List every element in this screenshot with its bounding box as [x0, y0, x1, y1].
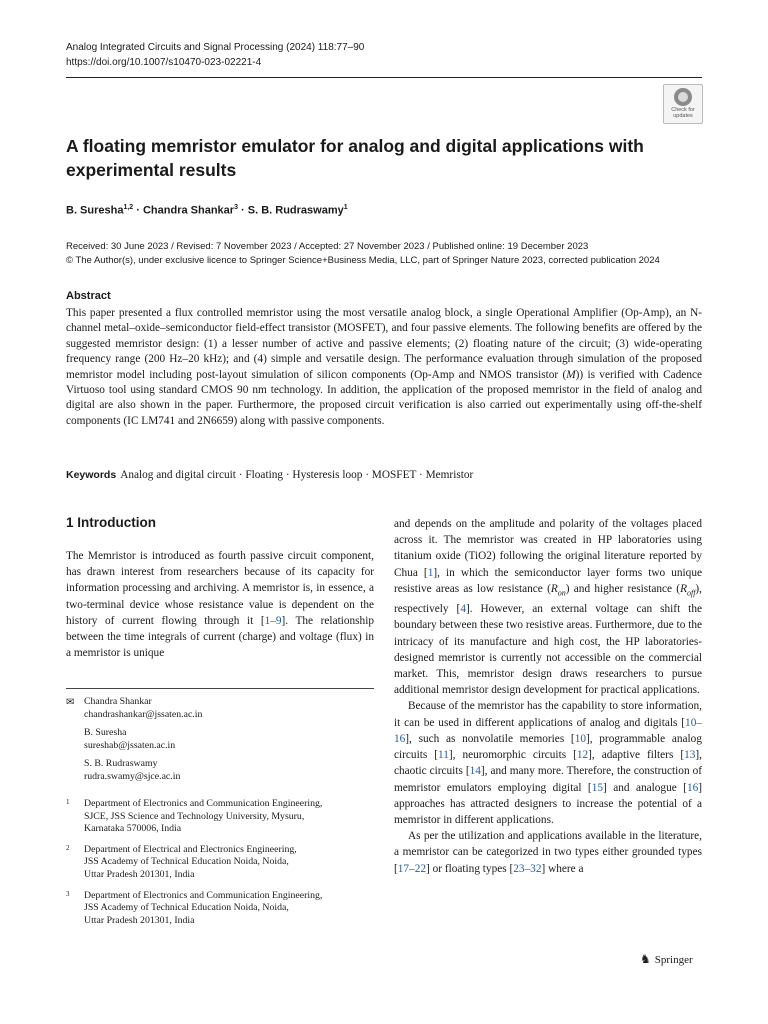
author-separator: · [133, 204, 143, 217]
author-separator: · [237, 204, 248, 217]
badge-line-1: Check for [671, 107, 695, 113]
publication-history [66, 240, 660, 268]
affiliation-entry: 3 Department of Electronics and Communication Engineering, JSS Academy of Technical Education Noida, Noida, Uttar Pradesh 201301, India [66, 889, 323, 926]
copyright-line: © The Author(s), under exclusive licence to Springer Science+Business Media, LLC, part of Springer Nature 2023, corrected publication 2024 [66, 255, 660, 266]
paragraph: and depends on the amplitude and polarity of the voltages placed across it. The memristor was created in HP laboratories using titanium oxide (TiO2) following the original literature reported by Chua [1], in which the semiconductor layer forms two unique resistive areas as low resistance $(R_{on})$ and higher resistance $(R_{off})$, respectively [4]. However, an external voltage can shift the boundary between these two resistive areas. Furthermore, due to the intricacy of its manufacture and high cost, the HP laboratories-designed memristor is currently not accessible on the commercial market. This, memristor design draws researchers to pursue additional memristor design development for practical applications. [394, 518, 703, 697]
contact-email[interactable]: rudra.swamy@sjce.ac.in [84, 771, 181, 782]
author-name: B. Suresha [66, 204, 124, 217]
publisher-logo [640, 952, 693, 967]
envelope-icon: ✉ [66, 697, 75, 708]
citation-link[interactable]: 12 [576, 749, 589, 762]
keywords-line [66, 469, 473, 481]
author-name: S. B. Rudraswamy [247, 204, 344, 217]
citation-link[interactable]: 23–32 [513, 862, 542, 875]
journal-header [66, 40, 364, 70]
affiliations [66, 798, 374, 935]
abstract-body: This paper presented a flux controlled memristor using the most versatile analog block, a single Operational Amplifier (Op-Amp), an N-channel metal–oxide–semiconductor field-effect transistor (MOSFET), and four passive elements. The following benefits are offered by the suggested memristor design: (1) a lesser number of active and passive elements; (2) floating nature of the circuit; (3) wide-operating frequency range (200 Hz–20 kHz); and (4) simple and versatile design. The performance evaluation through simulation of the proposed memristor model including post-layout simulation of silicon components (Op-Amp and NMOS transistor (M)) is verified with Cadence Virtuoso tool using standard CMOS 90 nm technology. In addition, the application of the proposed memristor in the field of analog and digital are also shown in the paper. Furthermore, the proposed circuit verification is also carried out experimentally using off-the-shelf components (IC LM741 and 2N6659) along with passive components. [66, 307, 702, 427]
check-for-updates-badge[interactable] [663, 84, 703, 124]
paragraph: As per the utilization and applications available in the literature, a memristor can be categorized in two types either grounded types [17–22] or floating types [23–32] where a [394, 830, 702, 875]
history-dates: Received: 30 June 2023 / Revised: 7 November 2023 / Accepted: 27 November 2023 / Published online: 19 December 2023 [66, 241, 589, 252]
citation-link[interactable]: 14 [469, 765, 481, 778]
citation-link[interactable]: 10–16 [394, 716, 702, 745]
author-affiliation: 1 [343, 204, 348, 211]
citation-link[interactable]: 10 [574, 732, 586, 745]
author-affiliation: 1,2 [123, 204, 134, 211]
citation-link[interactable]: 17–22 [397, 862, 427, 875]
citation-link[interactable]: 4 [460, 603, 466, 616]
keywords-label: Keywords [66, 469, 117, 481]
citation-link[interactable]: 15 [591, 781, 603, 794]
affiliation-entry: 1 Department of Electronics and Communication Engineering, SJCE, JSS Science and Technology University, Mysuru, Karnataka 570006, India [66, 798, 323, 835]
journal-citation: Analog Integrated Circuits and Signal Processing (2024) 118:77–90 [66, 42, 365, 53]
section-heading-introduction: 1 Introduction [66, 515, 156, 530]
contact-name: S. B. Rudraswamy [84, 758, 158, 769]
intro-left-column: The Memristor is introduced as fourth passive circuit component, has drawn interest from researchers because of its capacity for information processing and archiving. A memristor is, in essence, a two-terminal device whose resistance value is dependent on the history of current flowing through it [1–9]. The relationship between the time integrals of current (charge) and voltage (flux) in a memristor is unique [66, 550, 374, 660]
corresponding-contacts [66, 695, 202, 788]
author-affiliation: 3 [234, 204, 238, 211]
keywords-text: Analog and digital circuit · Floating · Hysteresis loop · MOSFET · Memristor [120, 469, 474, 481]
contact-name: B. Suresha [84, 727, 127, 738]
badge-line-2: updates [673, 113, 693, 119]
contact-entry [84, 757, 202, 783]
contact-entry [84, 695, 202, 721]
footnote-rule [66, 688, 374, 689]
citation-link[interactable]: 13 [684, 749, 696, 762]
intro-right-column [394, 516, 702, 877]
citation-link[interactable]: 1–9 [264, 614, 282, 627]
author-list [66, 204, 348, 217]
citation-link[interactable]: 1 [427, 566, 434, 579]
affiliation-entry: 2 Department of Electrical and Electronics Engineering, JSS Academy of Technical Education Noida, Noida, Uttar Pradesh 201301, India [66, 843, 297, 880]
contact-name: Chandra Shankar [84, 696, 152, 707]
contact-email[interactable]: chandrashankar@jssaten.ac.in [84, 709, 203, 720]
paragraph: Because of the memristor has the capability to store information, it can be used in different applications of analog and digitals [10–16], such as nonvolatile memories [10], programmable analog circuits [11], neuromorphic circuits [12], adaptive filters [13], chaotic circuits [14], and many more. Therefore, the construction of memristor emulators employing digital [15] and analogue [16] approaches has attracted designers to increase the potential of a memristor in different applications. [394, 700, 702, 826]
author-name: Chandra Shankar [142, 204, 235, 217]
abstract-heading: Abstract [66, 290, 111, 302]
citation-link[interactable]: 16 [686, 781, 699, 794]
springer-horse-icon: ♞ [640, 952, 651, 966]
header-rule [66, 77, 702, 78]
doi-link[interactable]: https://doi.org/10.1007/s10470-023-02221-4 [66, 57, 262, 68]
paper-title: A floating memristor emulator for analog and digital applications with experimental results [66, 136, 644, 180]
contact-email[interactable]: sureshab@jssaten.ac.in [84, 740, 176, 751]
publisher-name: Springer [654, 954, 693, 966]
citation-link[interactable]: 11 [438, 749, 449, 762]
check-updates-icon [674, 88, 692, 106]
contact-entry [84, 726, 202, 752]
